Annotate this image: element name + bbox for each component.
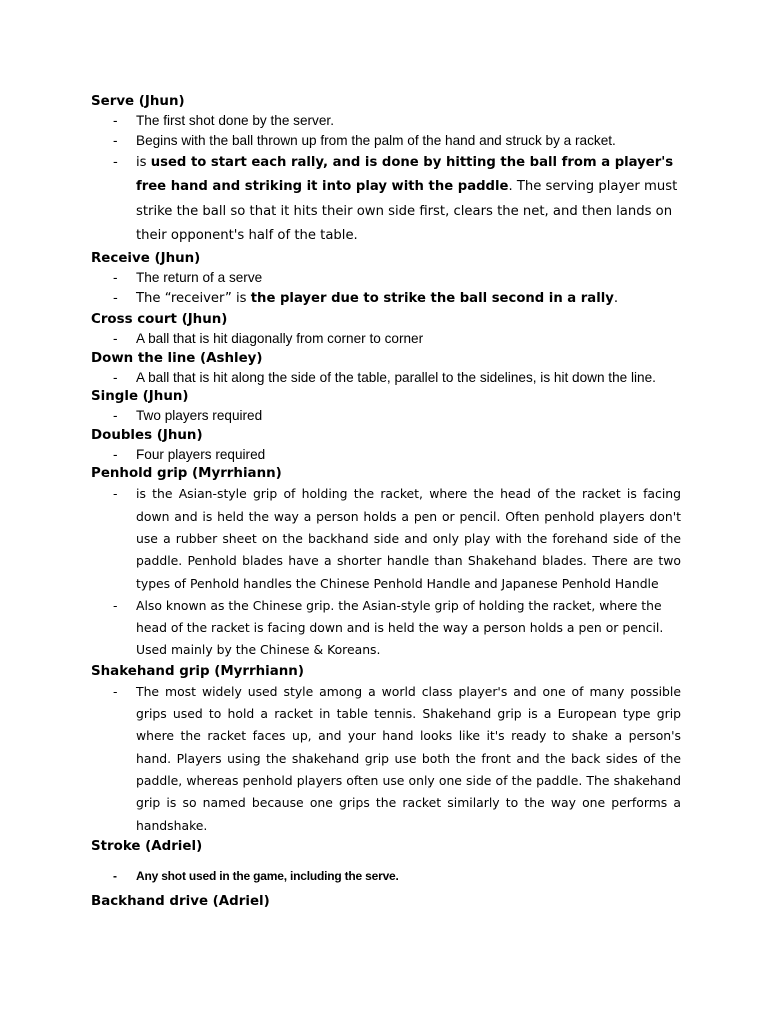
list-item bbox=[91, 151, 681, 248]
receive-item-1: The return of a serve bbox=[136, 270, 263, 286]
stroke-heading: Stroke (Adriel) bbox=[91, 838, 203, 854]
bullet-dash: - bbox=[113, 868, 117, 883]
stroke-item-1: Any shot used in the game, including the serve. bbox=[136, 868, 399, 883]
shakehand-item-1: The most widely used style among a world class player's and one of many possible grips used to hold a racket in table tennis. Shakehand grip is a European type grip where the racket faces up, and your hand looks like it's ready to shake a person's hand. Players using the shakehand grip use both the front and the back sides of the paddle, whereas penhold players often use only one side of the paddle. The shakehand grip is so named because one grips the racket similarly to the way one performs a handshake. bbox=[136, 683, 681, 833]
list-item bbox=[91, 867, 681, 886]
list-item bbox=[91, 288, 681, 310]
single-heading: Single (Jhun) bbox=[91, 389, 189, 405]
bullet-dash: - bbox=[113, 113, 118, 128]
list-item bbox=[91, 445, 681, 465]
doubles-list bbox=[91, 445, 681, 465]
list-item bbox=[91, 131, 681, 151]
cross-court-list bbox=[91, 329, 681, 349]
down-the-line-item-1: A ball that is hit along the side of the table, parallel to the sidelines, is hit down the line. bbox=[136, 369, 656, 385]
bullet-dash: - bbox=[113, 290, 118, 306]
penhold-item-2: Also known as the Chinese grip. the Asian-style grip of holding the racket, where the head of the racket is facing down and is held the way a person holds a pen or pencil. Used mainly by the Chinese & Koreans. bbox=[136, 597, 664, 658]
doubles-heading: Doubles (Jhun) bbox=[91, 427, 203, 443]
receive-item-2-bold: the player due to strike the ball second in a rally bbox=[250, 290, 614, 306]
list-item bbox=[91, 681, 681, 837]
bullet-dash: - bbox=[113, 155, 118, 171]
list-item bbox=[91, 329, 681, 349]
serve-heading: Serve (Jhun) bbox=[91, 94, 185, 109]
backhand-heading: Backhand drive (Adriel) bbox=[91, 893, 270, 909]
receive-item-2-post: . bbox=[613, 290, 619, 306]
serve-item-2: Begins with the ball thrown up from the palm of the hand and struck by a racket. bbox=[136, 132, 616, 148]
cross-court-heading: Cross court (Jhun) bbox=[91, 311, 228, 327]
shakehand-heading: Shakehand grip (Myrrhiann) bbox=[91, 663, 304, 679]
serve-list bbox=[91, 111, 681, 248]
list-item bbox=[91, 595, 681, 662]
list-item bbox=[91, 268, 681, 288]
bullet-dash: - bbox=[113, 132, 118, 148]
shakehand-list bbox=[91, 681, 681, 837]
penhold-heading: Penhold grip (Myrrhiann) bbox=[91, 466, 282, 482]
serve-item-3-bold: used to start each rally, and is done by hitting the ball from a player's free hand and striking it into play with the paddle bbox=[136, 155, 674, 195]
serve-item-1: The first shot done by the server. bbox=[136, 113, 334, 128]
bullet-dash: - bbox=[113, 330, 118, 346]
penhold-item-1: is the Asian-style grip of holding the racket, where the head of the racket is facing down and is held the way a person holds a pen or pencil. Often penhold players don't use a rubber sheet on the backhand side and only play with the forehand side of the paddle. Penhold blades have a shorter handle than Shakehand blades. There are two types of Penhold handles the Chinese Penhold Handle and Japanese Penhold Handle bbox=[136, 486, 681, 591]
bullet-dash: - bbox=[113, 408, 118, 424]
bullet-dash: - bbox=[113, 270, 118, 286]
receive-list bbox=[91, 268, 681, 310]
list-item bbox=[91, 406, 681, 426]
list-item bbox=[91, 111, 681, 131]
serve-item-3-pre: is bbox=[136, 155, 151, 171]
document-body bbox=[91, 92, 681, 911]
serve-item-3-post: . The serving player must strike the ball so that it hits their own side first, clears the net, and then lands on their opponent's half of the table. bbox=[136, 179, 678, 244]
bullet-dash: - bbox=[113, 369, 118, 385]
cross-court-item-1: A ball that is hit diagonally from corner to corner bbox=[136, 330, 424, 346]
penhold-list bbox=[91, 483, 681, 661]
bullet-dash: - bbox=[113, 486, 118, 502]
down-the-line-heading: Down the line (Ashley) bbox=[91, 350, 263, 366]
doubles-item-1: Four players required bbox=[136, 446, 266, 462]
list-item bbox=[91, 483, 681, 594]
single-item-1: Two players required bbox=[136, 408, 263, 424]
list-item bbox=[91, 368, 681, 388]
bullet-dash: - bbox=[113, 597, 118, 613]
stroke-list bbox=[91, 867, 681, 886]
down-the-line-list bbox=[91, 368, 681, 388]
bullet-dash: - bbox=[113, 683, 118, 699]
bullet-dash: - bbox=[113, 446, 118, 462]
receive-heading: Receive (Jhun) bbox=[91, 251, 201, 267]
receive-item-2-pre: The “receiver” is bbox=[136, 290, 251, 306]
single-list bbox=[91, 406, 681, 426]
